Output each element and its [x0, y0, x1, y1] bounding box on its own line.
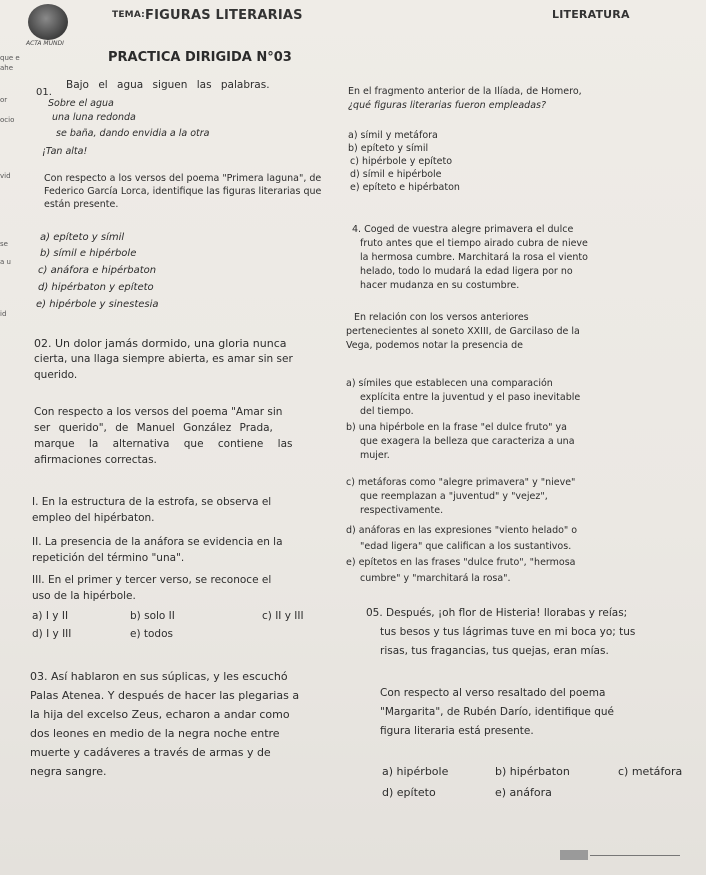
q3-option: b) epíteto y símil [348, 143, 429, 154]
q4-option: c) metáforas como "alegre primavera" y "nieve" [346, 477, 576, 488]
q3-verse: muerte y cadáveres a través de armas y de [30, 746, 271, 759]
q2-option: d) I y III [32, 628, 72, 640]
q3-verse: dos leones en medio de la negra noche entre [30, 727, 280, 740]
margin-fragment: id [0, 310, 7, 318]
area-label: LITERATURA [552, 8, 630, 21]
q5-prompt: Con respecto al verso resaltado del poema [380, 687, 606, 699]
margin-fragment: ocio [0, 116, 15, 124]
q4-option: que exagera la belleza que caracteriza a una [360, 436, 575, 447]
q4-option: d) anáforas en las expresiones "viento helado" o [346, 525, 578, 536]
q4-option: a) símiles que establecen una comparación [346, 378, 553, 389]
q1-option: c) anáfora e hipérbaton [38, 265, 157, 276]
q2-option: b) solo II [130, 610, 175, 622]
margin-fragment: se [0, 240, 8, 248]
q5-verse: risas, tus fragancias, tus quejas, eran mías. [380, 645, 609, 657]
logo-text: ACTA MUNDI [26, 40, 64, 47]
margin-fragment: ahe [0, 64, 14, 72]
q3-verse: 03. Así hablaron en sus súplicas, y les escuchó [30, 670, 288, 683]
q3-option: d) símil e hipérbole [350, 169, 442, 180]
q2-prompt: Con respecto a los versos del poema "Amar sin [34, 406, 283, 418]
q2-statement: empleo del hipérbaton. [32, 512, 155, 524]
q3-option: a) símil y metáfora [348, 130, 438, 141]
footer-mark [560, 850, 588, 860]
footer-divider [590, 855, 680, 856]
page-title: PRACTICA DIRIGIDA N°03 [108, 50, 292, 65]
q3-option: e) epíteto e hipérbaton [350, 182, 460, 193]
q4-verse: hacer mudanza en su costumbre. [360, 280, 520, 291]
q5-option: d) epíteto [382, 786, 436, 799]
q4-option: cumbre" y "marchitará la rosa". [360, 573, 511, 584]
q2-statement: repetición del término "una". [32, 552, 185, 564]
q3-verse: negra sangre. [30, 765, 107, 778]
q1-number: 01. [36, 87, 52, 98]
q1-option: d) hipérbaton y epíteto [38, 282, 154, 293]
q1-intro: Bajo el agua siguen las palabras. [66, 79, 270, 91]
q4-verse: fruto antes que el tiempo airado cubra de nieve [360, 238, 588, 249]
q5-option: c) metáfora [618, 765, 683, 778]
q4-prompt: pertenecientes al soneto XXIII, de Garcilaso de la [346, 326, 580, 337]
q5-verse: tus besos y tus lágrimas tuve en mi boca yo; tus [380, 626, 636, 638]
q2-prompt: ser querido", de Manuel González Prada, [34, 422, 273, 434]
q2-statement: uso de la hipérbole. [32, 590, 136, 602]
q3-verse: la hija del excelso Zeus, echaron a andar como [30, 708, 290, 721]
q2-prompt: afirmaciones correctas. [34, 454, 157, 466]
q1-verse: ¡Tan alta! [42, 146, 88, 157]
q4-verse: la hermosa cumbre. Marchitará la rosa el viento [360, 252, 588, 263]
q1-verse: Sobre el agua [48, 98, 114, 109]
q4-option: que reemplazan a "juventud" y "vejez", [360, 491, 548, 502]
q4-option: "edad ligera" que califican a los sustantivos. [360, 541, 572, 552]
tema-title: FIGURAS LITERARIAS [145, 8, 303, 23]
q3-option: c) hipérbole y epíteto [350, 156, 452, 167]
q4-option: respectivamente. [360, 505, 444, 516]
q5-option: b) hipérbaton [495, 765, 570, 778]
q3-verse: Palas Atenea. Y después de hacer las plegarias a [30, 689, 300, 702]
q4-option: del tiempo. [360, 406, 414, 417]
margin-fragment: vid [0, 172, 11, 180]
q2-statement: III. En el primer y tercer verso, se reconoce el [32, 574, 272, 586]
school-logo [28, 4, 68, 40]
q2-prompt: marque la alternativa que contiene las [34, 438, 293, 450]
q4-prompt: En relación con los versos anteriores [354, 312, 529, 323]
q3-prompt: En el fragmento anterior de la Ilíada, de Homero, [348, 86, 582, 97]
margin-fragment: or [0, 96, 8, 104]
q2-option: a) I y II [32, 610, 69, 622]
q5-verse: 05. Después, ¡oh flor de Histeria! llorabas y reías; [366, 607, 628, 619]
q1-option: b) símil e hipérbole [40, 248, 137, 259]
q1-verse: se baña, dando envidia a la otra [56, 128, 210, 139]
q1-option: e) hipérbole y sinestesia [36, 299, 159, 310]
q2-verse: 02. Un dolor jamás dormido, una gloria nunca [34, 337, 287, 350]
q1-option: a) epíteto y símil [40, 232, 125, 243]
q2-verse: querido. [34, 369, 78, 381]
q5-prompt: "Margarita", de Rubén Darío, identifique qué [380, 706, 614, 718]
q2-statement: II. La presencia de la anáfora se evidencia en la [32, 536, 283, 548]
q4-option: explícita entre la juventud y el paso inevitable [360, 392, 581, 403]
margin-fragment: a u [0, 258, 11, 266]
q1-verse: una luna redonda [52, 112, 136, 123]
q4-verse: helado, todo lo mudará la edad ligera por no [360, 266, 573, 277]
q4-option: b) una hipérbole en la frase "el dulce fruto" ya [346, 422, 567, 433]
q4-option: e) epítetos en las frases "dulce fruto", "hermosa [346, 557, 576, 568]
tema-label: TEMA: [112, 10, 145, 20]
q5-option: a) hipérbole [382, 765, 449, 778]
margin-fragment: que e [0, 54, 20, 62]
q5-prompt: figura literaria está presente. [380, 725, 534, 737]
q3-prompt: ¿qué figuras literarias fueron empleadas? [348, 100, 547, 111]
q2-verse: cierta, una llaga siempre abierta, es amar sin ser [34, 353, 293, 365]
q2-option: c) II y III [262, 610, 304, 622]
q4-prompt: Vega, podemos notar la presencia de [346, 340, 524, 351]
q2-option: e) todos [130, 628, 173, 640]
q4-verse: 4. Coged de vuestra alegre primavera el dulce [352, 224, 574, 235]
q2-statement: I. En la estructura de la estrofa, se observa el [32, 496, 272, 508]
q4-option: mujer. [360, 450, 390, 461]
q1-prompt: Con respecto a los versos del poema "Primera laguna", de Federico García Lorca, identifique las figuras literarias que están presente. [44, 173, 322, 210]
q5-option: e) anáfora [495, 786, 552, 799]
